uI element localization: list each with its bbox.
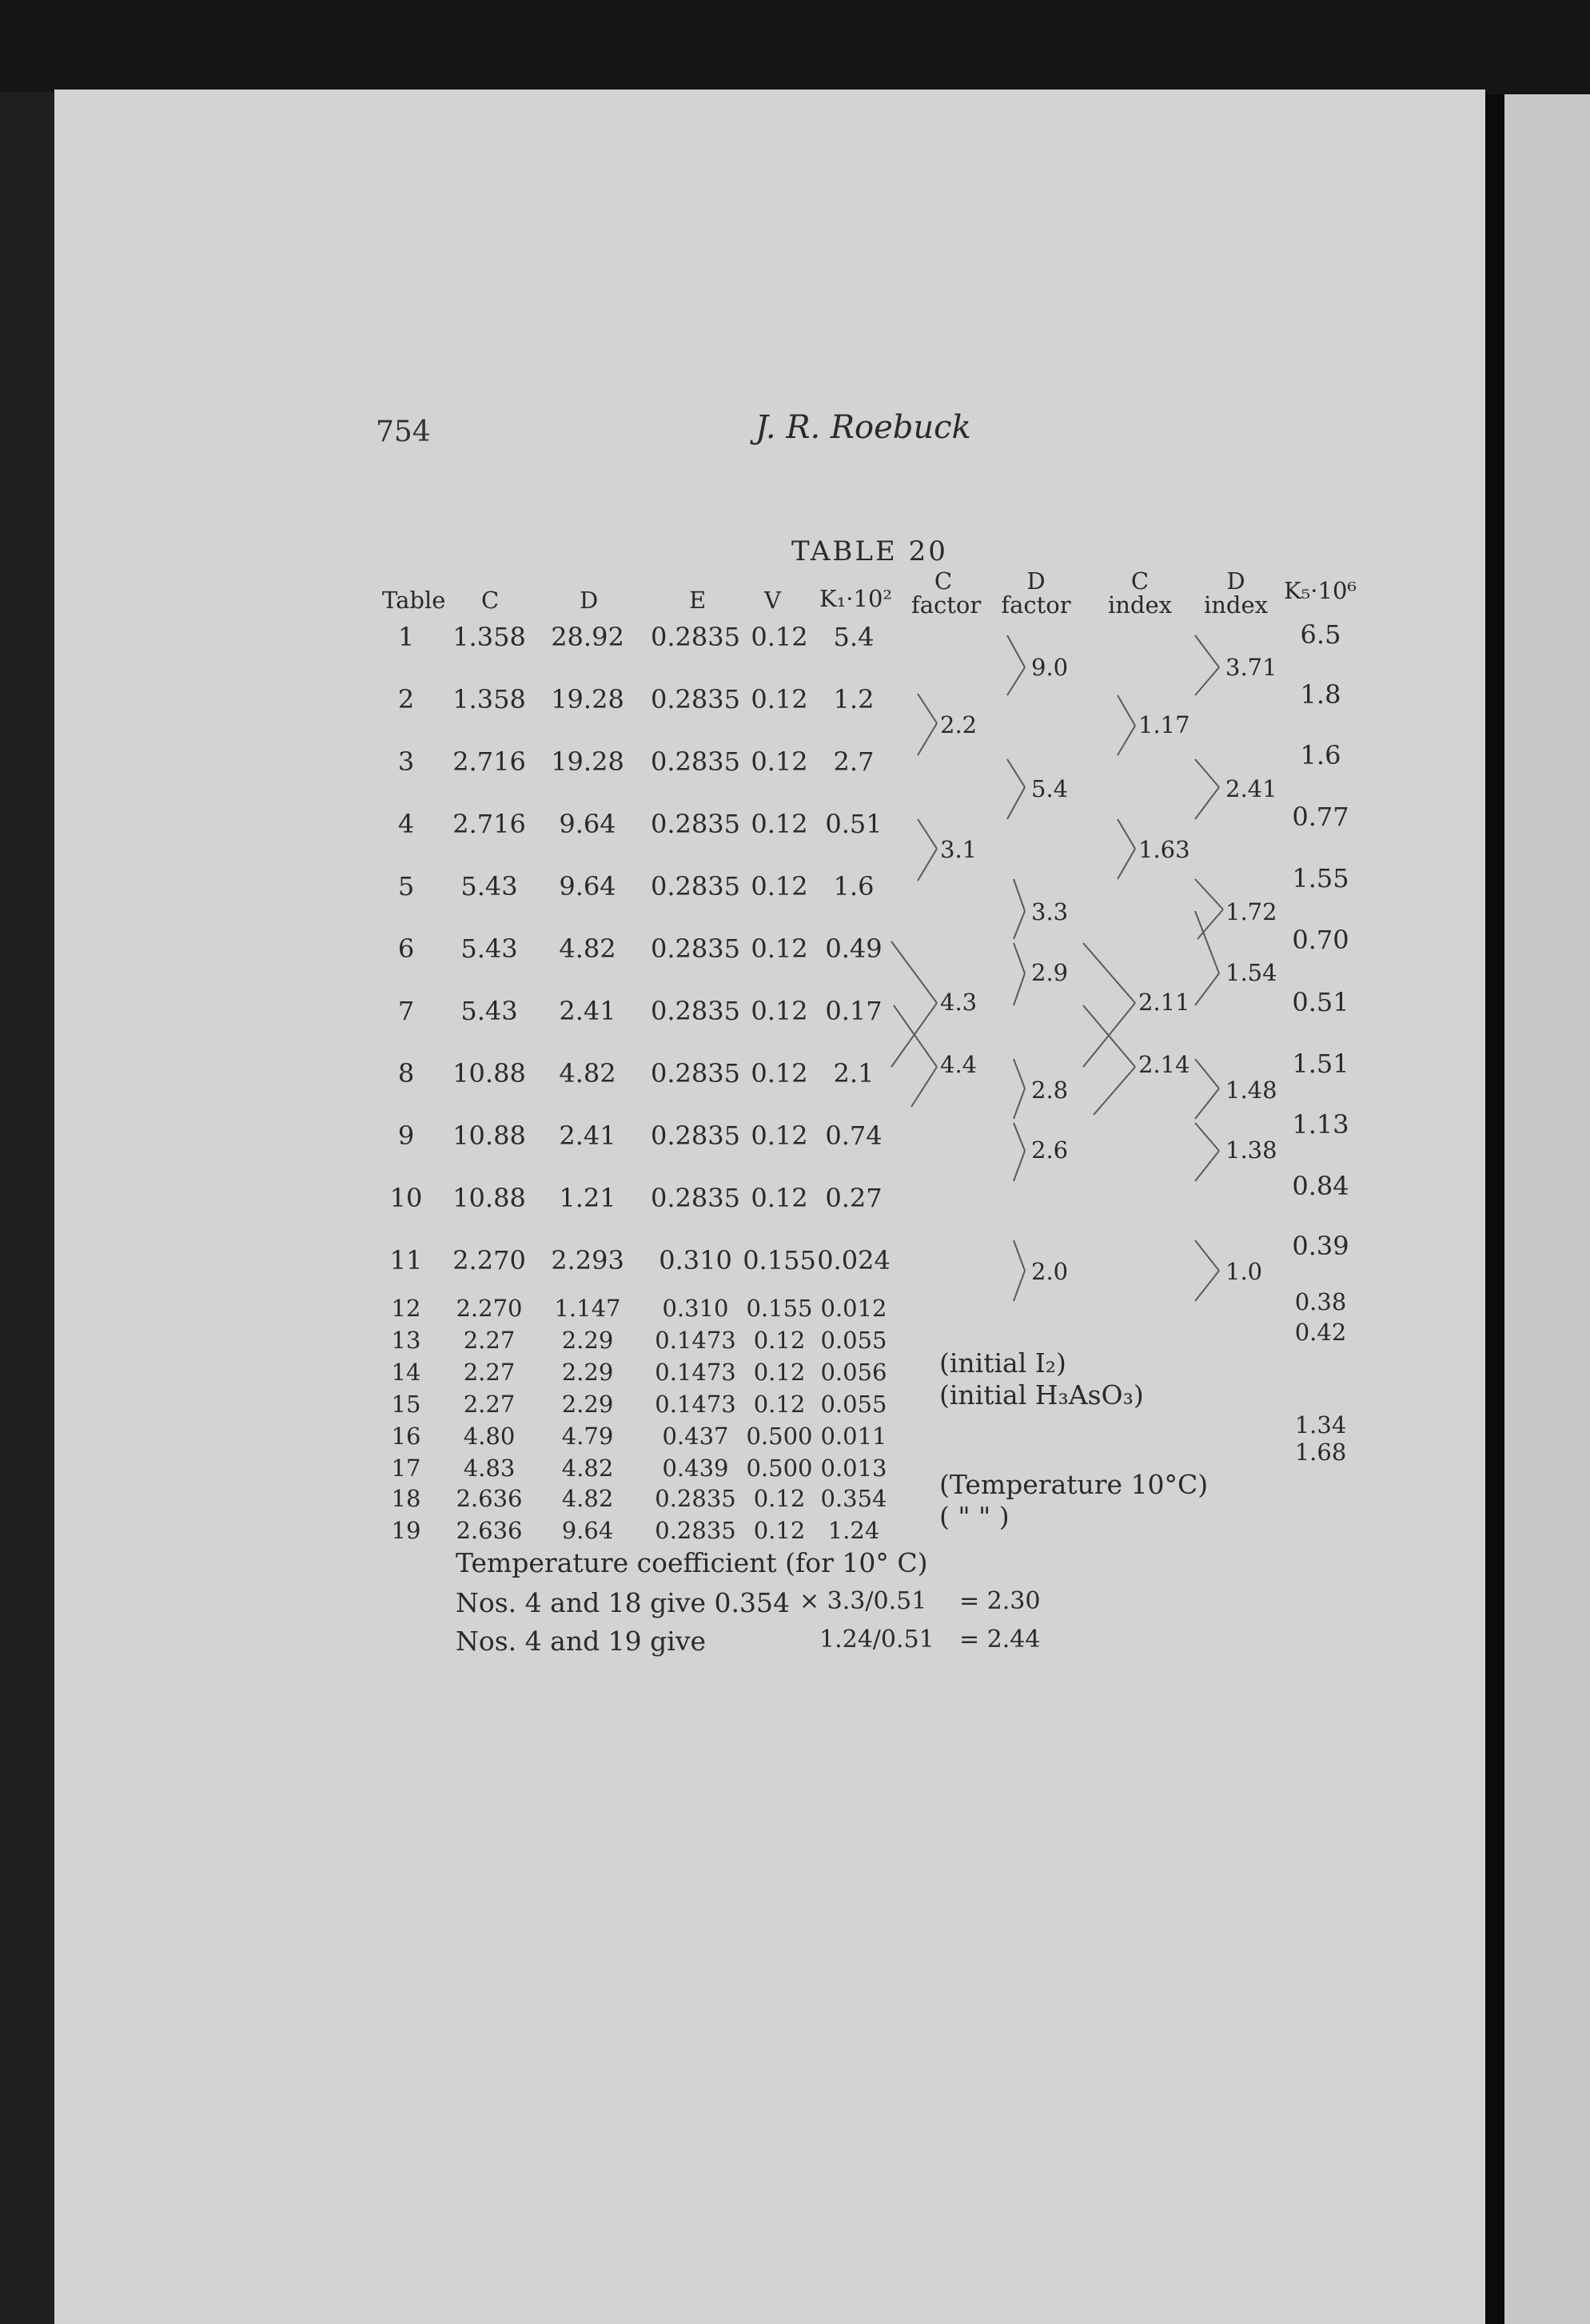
cell-d-row-12: 1.147 [554,1295,621,1322]
col-header-k5: K₅·10⁶ [1284,577,1357,604]
col-header-c-factor: C factor [911,567,982,619]
cell-e-row-14: 0.1473 [655,1359,736,1386]
row-number-row-10: 10 [389,1183,423,1213]
row-number-row-19: 19 [391,1517,421,1544]
footnote-nos-4-19-calc: 1.24/0.51 [819,1626,934,1653]
cell-k5-11: 0.39 [1292,1231,1349,1261]
cell-d-factor-2: 5.4 [1031,775,1069,802]
cell-d-factor-3: 3.3 [1031,898,1069,925]
col-header-d: D [580,587,599,614]
cell-v-row-16: 0.500 [746,1423,813,1450]
cell-k1-row-15: 0.055 [820,1391,887,1418]
cell-c-row-1: 1.358 [452,622,526,652]
col-header-k1: K₁·10² [819,585,893,612]
cell-c-row-3: 2.716 [452,746,526,777]
row-number-row-14: 14 [391,1359,421,1386]
cell-c-row-15: 2.27 [463,1391,516,1418]
row-number-row-2: 2 [397,684,415,714]
cell-k1-row-19: 1.24 [827,1517,880,1544]
cell-v-row-7: 0.12 [751,996,808,1026]
row-number-row-1: 1 [397,622,415,652]
cell-k5-12: 0.38 [1294,1288,1347,1315]
footnote-temperature-coefficient: Temperature coefficient (for 10° C) [456,1547,928,1578]
cell-e-row-4: 0.2835 [651,809,740,839]
col-header-c-index: C index [1107,567,1173,619]
cell-d-row-14: 2.29 [561,1359,614,1386]
cell-d-row-18: 4.82 [561,1485,614,1512]
row-number-row-12: 12 [391,1295,421,1322]
row-number-row-5: 5 [397,871,415,901]
cell-d-row-9: 2.41 [559,1120,616,1151]
cell-e-row-1: 0.2835 [651,622,740,652]
cell-c-row-7: 5.43 [460,996,518,1026]
cell-c-row-10: 10.88 [452,1183,526,1213]
cell-d-index-1: 3.71 [1225,654,1277,681]
cell-e-row-12: 0.310 [662,1295,729,1322]
cell-v-row-12: 0.155 [746,1295,813,1322]
table-caption: TABLE 20 [791,535,948,567]
cell-k5-14: 1.34 [1294,1411,1347,1439]
cell-d-row-2: 19.28 [551,684,624,714]
cell-v-row-1: 0.12 [751,622,808,652]
cell-d-index-6: 1.38 [1225,1136,1277,1164]
cell-c-index-1: 1.17 [1138,711,1190,738]
col-header-e: E [689,587,707,614]
cell-k1-row-10: 0.27 [825,1183,883,1213]
cell-d-row-16: 4.79 [561,1423,614,1450]
cell-d-factor-5: 2.8 [1031,1076,1069,1104]
cell-v-row-4: 0.12 [751,809,808,839]
cell-k1-row-7: 0.17 [825,996,883,1026]
remark-row-15: (initial H₃AsO₃) [939,1379,1144,1411]
cell-d-row-17: 4.82 [561,1454,614,1482]
cell-d-row-6: 4.82 [559,933,616,964]
cell-c-index-4: 2.14 [1138,1051,1190,1078]
cell-v-row-15: 0.12 [753,1391,806,1418]
cell-k1-row-5: 1.6 [833,871,875,901]
cell-c-row-9: 10.88 [452,1120,526,1151]
cell-k5-3: 1.6 [1300,740,1341,770]
cell-d-row-11: 2.293 [551,1245,624,1275]
cell-c-row-17: 4.83 [463,1454,516,1482]
cell-e-row-16: 0.437 [662,1423,729,1450]
cell-c-row-11: 2.270 [452,1245,526,1275]
cell-e-row-2: 0.2835 [651,684,740,714]
cell-v-row-8: 0.12 [751,1058,808,1088]
row-number-row-16: 16 [391,1423,421,1450]
cell-d-row-19: 9.64 [561,1517,614,1544]
row-number-row-18: 18 [391,1485,421,1512]
cell-d-index-4: 1.54 [1225,959,1277,986]
cell-c-row-18: 2.636 [456,1485,523,1512]
col-header-d-factor: D factor [1001,567,1071,619]
cell-e-row-5: 0.2835 [651,871,740,901]
cell-e-row-10: 0.2835 [651,1183,740,1213]
cell-d-row-8: 4.82 [559,1058,616,1088]
cell-k5-10: 0.84 [1292,1171,1349,1201]
cell-v-row-11: 0.155 [743,1245,816,1275]
cell-k1-row-18: 0.354 [820,1485,887,1512]
cell-c-factor-2: 3.1 [940,836,978,863]
cell-e-row-8: 0.2835 [651,1058,740,1088]
cell-d-row-10: 1.21 [559,1183,616,1213]
cell-c-factor-3: 4.3 [940,989,978,1016]
cell-d-factor-7: 2.0 [1031,1258,1069,1285]
running-head: J. R. Roebuck [755,409,971,446]
cell-k1-row-14: 0.056 [820,1359,887,1386]
cell-v-row-2: 0.12 [751,684,808,714]
cell-v-row-5: 0.12 [751,871,808,901]
cell-k5-9: 1.13 [1292,1109,1349,1140]
row-number-row-11: 11 [389,1245,423,1275]
cell-d-index-2: 2.41 [1225,775,1277,802]
cell-k1-row-6: 0.49 [825,933,883,964]
cell-e-row-3: 0.2835 [651,746,740,777]
remark-row-18: (Temperature 10°C) [939,1469,1209,1500]
cell-c-factor-1: 2.2 [940,711,978,738]
cell-v-row-19: 0.12 [753,1517,806,1544]
row-number-row-9: 9 [397,1120,415,1151]
cell-c-row-2: 1.358 [452,684,526,714]
cell-k5-13: 0.42 [1294,1319,1347,1346]
col-header-c: C [481,587,500,614]
row-number-row-13: 13 [391,1327,421,1354]
cell-e-row-13: 0.1473 [655,1327,736,1354]
cell-c-row-8: 10.88 [452,1058,526,1088]
cell-c-row-14: 2.27 [463,1359,516,1386]
cell-k5-15: 1.68 [1294,1439,1347,1466]
cell-k1-row-4: 0.51 [825,809,883,839]
remark-row-14: (initial I₂) [939,1347,1066,1379]
col-header-d-index: D index [1203,567,1269,619]
footnote-nos-4-19: Nos. 4 and 19 give [456,1626,707,1657]
cell-v-row-18: 0.12 [753,1485,806,1512]
cell-d-row-4: 9.64 [559,809,616,839]
cell-k5-2: 1.8 [1300,679,1341,710]
footnote-nos-4-18-result: = 2.30 [959,1587,1041,1615]
footnote-nos-4-19-result: = 2.44 [959,1626,1041,1653]
cell-v-row-6: 0.12 [751,933,808,964]
cell-c-row-16: 4.80 [463,1423,516,1450]
cell-e-row-6: 0.2835 [651,933,740,964]
cell-v-row-10: 0.12 [751,1183,808,1213]
cell-k1-row-2: 1.2 [833,684,875,714]
cell-v-row-13: 0.12 [753,1327,806,1354]
cell-e-row-7: 0.2835 [651,996,740,1026]
cell-c-row-4: 2.716 [452,809,526,839]
cell-k1-row-3: 2.7 [833,746,875,777]
cell-k1-row-17: 0.013 [820,1454,887,1482]
remark-row-19: ( " " ) [939,1501,1010,1532]
footnote-nos-4-18-calc: × 3.3/0.51 [799,1587,927,1615]
row-number-row-17: 17 [391,1454,421,1482]
row-number-row-6: 6 [397,933,415,964]
cell-c-index-3: 2.11 [1138,989,1190,1016]
cell-c-row-13: 2.27 [463,1327,516,1354]
row-number-row-7: 7 [397,996,415,1026]
cell-d-factor-1: 9.0 [1031,654,1069,681]
col-header-table: Table [382,587,446,614]
cell-v-row-17: 0.500 [746,1454,813,1482]
cell-e-row-17: 0.439 [662,1454,729,1482]
footnote-nos-4-18: Nos. 4 and 18 give 0.354 [456,1587,790,1618]
cell-k1-row-12: 0.012 [820,1295,887,1322]
cell-d-row-13: 2.29 [561,1327,614,1354]
row-number-row-3: 3 [397,746,415,777]
cell-d-index-3: 1.72 [1225,898,1277,925]
cell-e-row-15: 0.1473 [655,1391,736,1418]
cell-k5-1: 6.5 [1300,619,1341,650]
cell-k5-8: 1.51 [1292,1049,1349,1079]
row-number-row-15: 15 [391,1391,421,1418]
cell-e-row-18: 0.2835 [655,1485,736,1512]
cell-k1-row-9: 0.74 [825,1120,883,1151]
cell-e-row-19: 0.2835 [655,1517,736,1544]
cell-k5-5: 1.55 [1292,863,1349,893]
cell-d-row-5: 9.64 [559,871,616,901]
page-number: 754 [376,416,431,448]
cell-c-row-6: 5.43 [460,933,518,964]
cell-k1-row-8: 2.1 [833,1058,875,1088]
cell-e-row-11: 0.310 [659,1245,732,1275]
cell-k1-row-16: 0.011 [820,1423,887,1450]
cell-d-row-3: 19.28 [551,746,624,777]
col-header-v: V [764,587,781,614]
cell-k1-row-11: 0.024 [817,1245,891,1275]
cell-c-row-12: 2.270 [456,1295,523,1322]
cell-d-row-15: 2.29 [561,1391,614,1418]
cell-d-row-1: 28.92 [551,622,624,652]
cell-e-row-9: 0.2835 [651,1120,740,1151]
cell-c-index-2: 1.63 [1138,836,1190,863]
cell-k5-4: 0.77 [1292,802,1349,832]
cell-k1-row-13: 0.055 [820,1327,887,1354]
cell-d-index-5: 1.48 [1225,1076,1277,1104]
cell-c-factor-4: 4.4 [940,1051,978,1078]
cell-k5-7: 0.51 [1292,987,1349,1017]
row-number-row-4: 4 [397,809,415,839]
cell-d-index-7: 1.0 [1225,1258,1263,1285]
cell-c-row-19: 2.636 [456,1517,523,1544]
cell-d-row-7: 2.41 [559,996,616,1026]
cell-v-row-14: 0.12 [753,1359,806,1386]
cell-v-row-3: 0.12 [751,746,808,777]
cell-k1-row-1: 5.4 [833,622,875,652]
cell-c-row-5: 5.43 [460,871,518,901]
cell-k5-6: 0.70 [1292,925,1349,955]
cell-d-factor-4: 2.9 [1031,959,1069,986]
cell-d-factor-6: 2.6 [1031,1136,1069,1164]
cell-v-row-9: 0.12 [751,1120,808,1151]
row-number-row-8: 8 [397,1058,415,1088]
